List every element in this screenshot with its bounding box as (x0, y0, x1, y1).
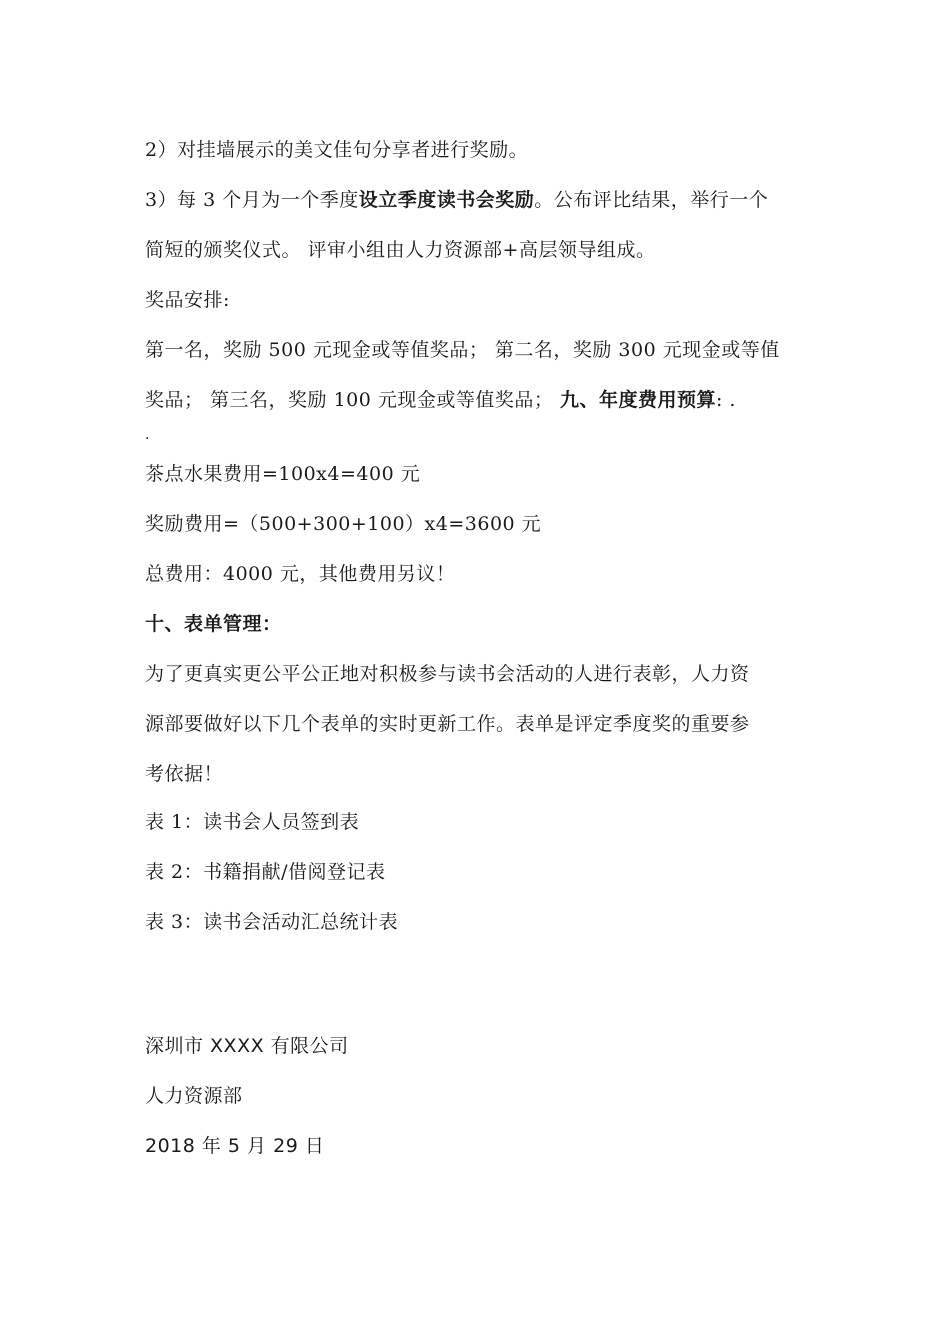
form-item-1: 表 1：读书会人员签到表 (145, 811, 360, 833)
award-item-3 (145, 188, 768, 212)
section-10-para-3: 考依据！ (145, 763, 224, 785)
signature-date: 2018 年 5 月 29 日 (145, 1135, 325, 1157)
award-item-3-bold: 设立季度读书会奖励 (358, 189, 535, 211)
budget-heading: 九、年度费用预算 (559, 389, 716, 411)
award-item-2: 2）对挂墙展示的美文佳句分享者进行奖励。 (145, 139, 529, 161)
award-item-3-prefix: 3）每 3 个月为一个季度 (145, 189, 359, 211)
budget-reward: 奖励费用=（500+300+100）x4=3600 元 (145, 513, 542, 535)
award-item-3-continued: 简短的颁奖仪式。 评审小组由人力资源部+高层领导组成。 (145, 239, 656, 261)
stray-dot: . (145, 427, 150, 443)
prize-line-2-text: 奖品； 第三名，奖励 100 元现金或等值奖品； (145, 389, 560, 411)
budget-tea: 茶点水果费用=100x4=400 元 (145, 463, 421, 485)
signature-company: 深圳市 XXXX 有限公司 (145, 1035, 349, 1057)
prize-heading: 奖品安排: (145, 289, 230, 311)
form-item-2: 表 2：书籍捐献/借阅登记表 (145, 861, 386, 883)
form-item-3: 表 3：读书会活动汇总统计表 (145, 911, 399, 933)
signature-department: 人力资源部 (145, 1085, 243, 1107)
section-10-heading: 十、表单管理： (145, 613, 282, 635)
section-10-para-1: 为了更真实更公平公正地对积极参与读书会活动的人进行表彰，人力资 (145, 663, 750, 685)
prize-line-2 (145, 388, 736, 412)
award-item-3-suffix: 。公布评比结果，举行一个 (534, 189, 769, 211)
prize-line-1: 第一名，奖励 500 元现金或等值奖品； 第二名，奖励 300 元现金或等值 (145, 339, 780, 361)
section-10-para-2: 源部要做好以下几个表单的实时更新工作。表单是评定季度奖的重要参 (145, 713, 750, 735)
budget-heading-suffix: : . (715, 389, 736, 411)
budget-total: 总费用：4000 元，其他费用另议！ (145, 563, 456, 585)
